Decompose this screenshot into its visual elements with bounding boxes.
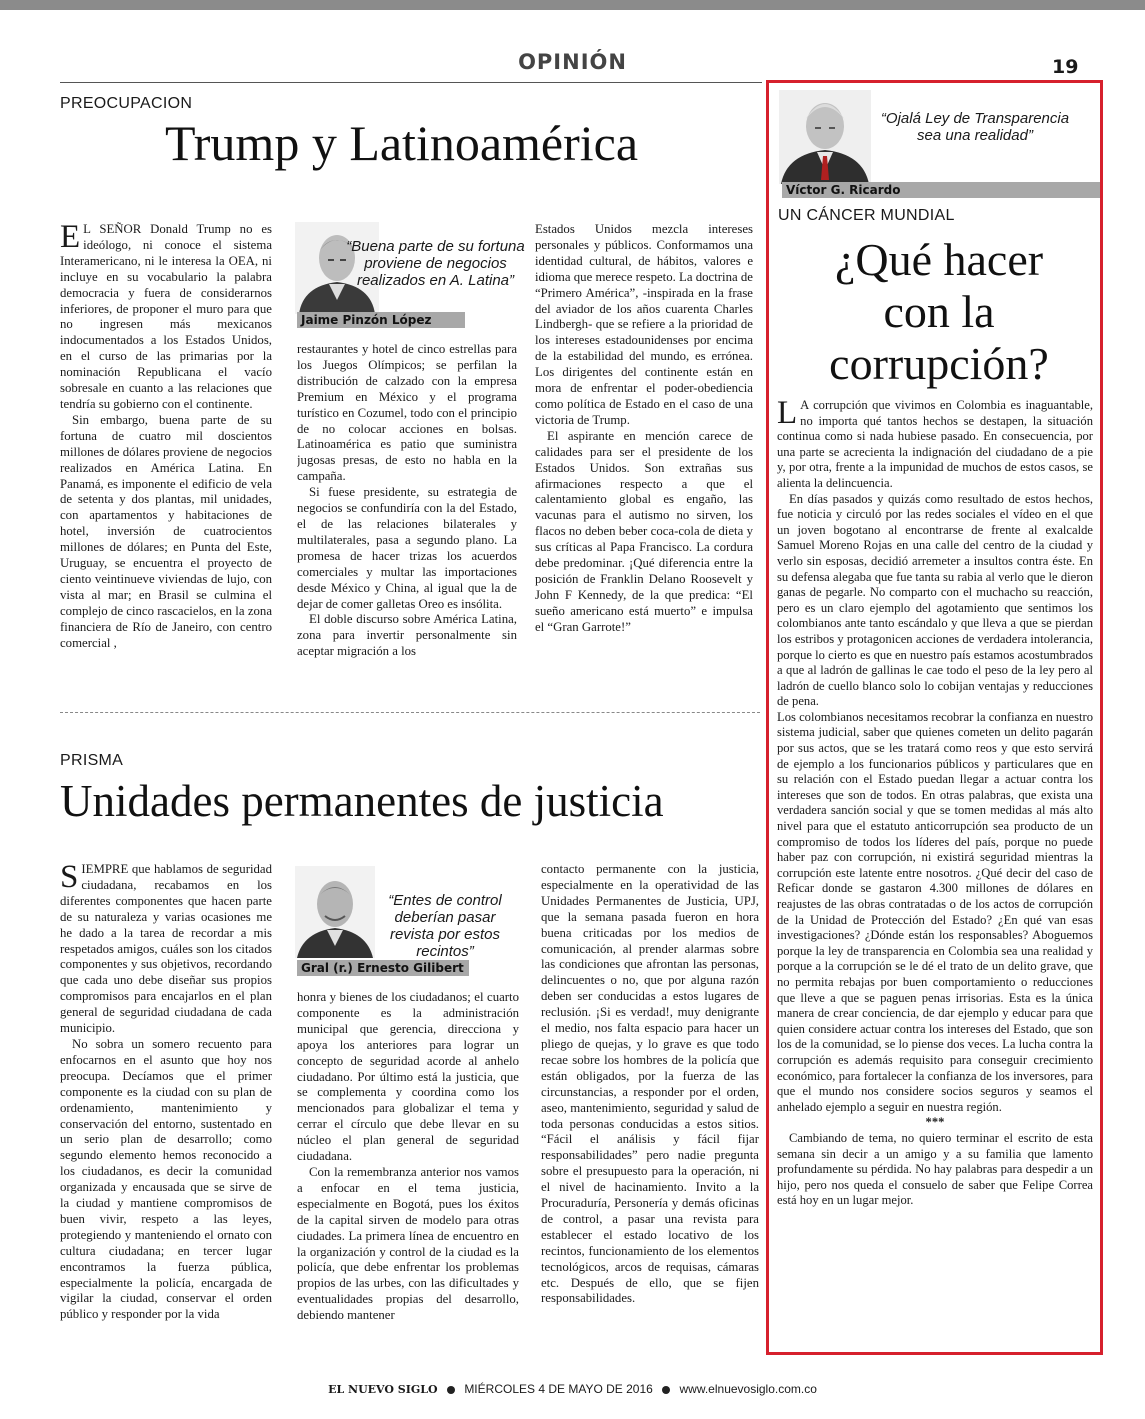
paragraph: Estados Unidos mezcla intereses personales y públicos. Conformamos una identidad cultural, de hábitos, valores e idioma que merece respeto. La doctrina de “Primero América”, -inspirada en la frase del aviador de los años cuarenta Charles Lindbergh- que se refiere a la prioridad de los intereses estadounidenses por encima de la estabilidad del mundo, es errónea. Los dirigentes del continente están en mora de enfrentar el poder-obediencia como política de Estado en el caso de una victoria de Trump. — [535, 222, 753, 427]
paragraph: honra y bienes de los ciudadanos; el cuarto componente es la administración municipal que gerencia, direcciona y apoya los anteriores para lograr un concepto de seguridad acorde al anhelo ciudadano. Por último está la justicia, que se complementa y coordina como los mencionados para globalizar el tema y cerrar el círculo que debe llevar en su núcleo el plan general de seguridad ciudadana. — [297, 990, 519, 1164]
pull-quote: “Ojalá Ley de Transparencia sea una realidad” — [880, 110, 1070, 144]
article2-column-3 — [541, 862, 759, 1352]
article1-column-2 — [297, 342, 517, 692]
article2-column-1 — [60, 862, 272, 1352]
paragraph: restaurantes y hotel de cinco estrellas para los Juegos Olímpicos; se perfilan la distribución de calzado con la empresa Premium en México y el programa turístico en Cozumel, todo con el principio de no colocar acciones en bolsas. Latinoamérica es patio que suministra jugosas presas, de esto no habla en la campaña. — [297, 342, 517, 484]
footer-brand: EL NUEVO SIGLO — [328, 1383, 438, 1396]
author-name-caption: Víctor G. Ricardo — [782, 182, 1100, 198]
page-number: 19 — [1052, 56, 1079, 78]
headline-line: con la — [883, 286, 995, 337]
paragraph: Cambiando de tema, no quiero terminar el escrito de esta semana sin decir a un amigo y a su familia que lamento profundamente su pérdida. No hay palabras para despedir a un hijo, pero nos queda el consuelo de saber que Felipe Correa está hoy en un lugar mejor. — [777, 1130, 1093, 1208]
author-photo-victor-ricardo — [779, 90, 871, 184]
author-photo-ernesto-gilibert — [295, 866, 375, 958]
bullet-icon — [447, 1386, 455, 1394]
paragraph: A corrupción que vivimos en Colombia es inaguantable, no importa qué tantos hechos se destapen, la situación continua como si nada hubiese pasado. En consecuencia, por una parte se acrecienta la indignación del ciudadano de a pie y, por otra, frente a la impunidad de muchos de estos casos, se alienta la delincuencia. — [777, 398, 1093, 490]
paragraph: En días pasados y quizás como resultado de estos hechos, fue noticia y circuló por las redes sociales el vídeo en el que un joven bogotano al encontrarse de frente al exalcalde Samuel Moreno Rojas en una calle del centro de la ciudad y verlo sin esposas, decidió arremeter a insultos contra éste. En su defensa alegaba que fue tanta su rabia al verlo que le dieron ganas de pegarle. No comparto con el muchacho su reacción, pero es un claro ejemplo del agotamiento que sentimos los colombianos ante tanto escándalo y que lleva a que se pierdan los estribos y protagonicen acciones de verdadera intolerancia, porque lo cierto es que en nuestro país estamos acostumbrados a que al ladrón de gallinas le cae todo el peso de la ley pero al ladrón de cuello blanco solo lo cobijan ventajas y reducciones de pena. — [777, 491, 1093, 709]
author-name-caption: Jaime Pinzón López — [297, 312, 465, 328]
pull-quote: “Entes de control deberían pasar revista por estos recintos” — [388, 892, 502, 960]
article1-kicker: PREOCUPACION — [60, 95, 193, 112]
author-name-caption: Gral (r.) Ernesto Gilibert — [297, 960, 469, 976]
paragraph: El doble discurso sobre América Latina, zona para invertir personalmente sin aceptar migración a los — [297, 612, 517, 659]
headline-line: ¿Qué hacer — [834, 234, 1044, 285]
section-separator — [60, 712, 760, 713]
article1-column-3 — [535, 222, 753, 692]
bullet-icon — [662, 1386, 670, 1394]
paragraph: Los colombianos necesitamos recobrar la confianza en nuestro sistema judicial, saber que quienes cometen un delito pagarán por sus actos, que se les tratará como reos y que esto servirá de ejemplo a los funcionarios públicos y particulares que en su relación con el Estado puedan llegar a actuar contra los intereses que son de todos. En otras palabras, que exista una verdadera sanción social y que se tomen medidas al más alto nivel para que el estatuto anticorrupción sea producto de un compromiso de todos los líderes del país, porque no puede haber paz con corrupción, ni existirá seguridad mientras la corrupción este latente entre nosotros. ¿Qué decir del caso de Reficar donde se gastaron 4.300 millones de dólares en reajustes de las obras contratadas o de los actos de corrupción de la Unidad de Protección del Estado? ¿En qué van esas investigaciones? ¿Dónde están los responsables? Aboguemos porque la ley de transparencia en Colombia sea una realidad y porque a la corrupción se le dé el trato de un delito grave, que no permita rebajas por buen comportamiento o reducciones que lleve a que se paguen penas irrisorias. Esta es la única manera de crear conciencia, de dar ejemplo y educar para que quien considere actuar contra los intereses del Estado, que son los de la comunidad, se lo piense dos veces. La lucha contra la corrupción es además requisito para conseguir crecimiento económico, para fortalecer la confianza de los inversores, para que el mundo nos considere socios seguros y seamos el anhelado ejemplo a seguir en nuestra región. — [777, 709, 1093, 1114]
paragraph: El aspirante en mención carece de calidades para ser el presidente de los Estados Unidos. Son extrañas sus afirmaciones respecto a que el calentamiento global es engaño, las vacunas para el autismo no sirven, los flacos no deben beber coca-cola de dieta y sus críticas al Papa Francisco. La cordura debe predominar. ¡Qué diferencia entre la posición de Franklin Delano Roosevelt y John F Kennedy, de la que predica: “El sueño americano está muerto” e impulsa el “Gran Garrote!” — [535, 428, 753, 634]
paragraph: Sin embargo, buena parte de su fortuna de cuatro mil doscientos millones de dólares proviene de negocios realizados en América Latina. En Panamá, es imponente el edificio de vela de setenta y dos plantas, mil unidades, con apartamentos y habitaciones de hotel, inversión de cuatrocientos millones de dólares; en Punta del Este, Uruguay, se encuentra el proyecto de ciento veintinueve viviendas de lujo, con vista al mar; en Brasil se culmina el complejo de cinco rascacielos, en la zona financiera de Río de Janeiro, con centro comercial , — [60, 412, 272, 650]
paragraph: IEMPRE que hablamos de seguridad ciudadana, recabamos en los diferentes componentes que hacen parte de su naturaleza y varias ocasiones me he dado a la tarea de recordar a mis respetados amigos, cuáles son los citados componentes y sus objetivos, recordando que cada uno debe diseñar sus propios compromisos para encajarlos en el plan general de seguridad ciudadana de cada municipio. — [60, 862, 272, 1036]
separator-stars: *** — [925, 1115, 945, 1130]
paragraph: Con la remembranza anterior nos vamos a enfocar en el tema justicia, especialmente en Bogotá, pues los éxitos de la capital sirven de modelo para otras ciudades. La primera línea de encuentro en la organización y control de la ciudad es la policía, que debe enfrentar los problemas propios de las urbes, con las dificultades y eventualidades propias del desarrollo, debiendo mantener — [297, 1164, 519, 1323]
drop-cap: E — [60, 222, 81, 255]
paragraph: contacto permanente con la justicia, especialmente en la operatividad de las Unidades Permanentes de Justicia, UPJ, que la semana pasada fueron en hora buena criticadas por los medios de comunicación, al prender alarmas sobre las condiciones que afrontan las personas, delincuentes o no, que por alguna razón deben ser conducidas a estos lugares de reclusión. ¡Si es verdad!, muy denigrante el medio, nos falta espacio para hacer un pliego de quejas, y lo grave es que todo recae sobre los hombres de la policía que están obligados, por la fuerza de las circunstancias, a responder por el orden, aseo, mantenimiento, seguridad y salud de toda personas conducidas a estos sitios. “Fácil el análisis y fácil fijar responsabilidades” pero nadie pregunta sobre el presupuesto para la operación, ni el nivel de hacinamiento. Invito a la Procuraduría, Personería y demás oficinas de control, a pasar una revista para establecer el estado locativo de los recintos, funcionamiento de los elementos tecnológicos, arcos de requisas, cámaras etc. Después de ello, que se fijen responsabilidades. — [541, 862, 759, 1306]
paragraph: No sobra un somero recuento para enfocarnos en el asunto que hoy nos preocupa. Decíamos que el primer componente es la ciudad con su plan de ordenamiento, mantenimiento y conservación del entorno, sustentado en un serio plan de desarrollo; como segundo elemento hemos reconocido a los ciudadanos, es decir la comunidad organizada y encausada que se sirve de la ciudad y mantiene compromisos de buen vivir, respeto a las leyes, protegiendo y manteniendo el ornato con cultura ciudadana; en tercer lugar encontramos la fuerza pública, especialmente la policía, encargada de vigilar la ciudad, conservar el orden público y responder por la vida — [60, 1036, 272, 1322]
article2-headline: Unidades permanentes de justicia — [60, 776, 664, 826]
section-label: OPINIÓN — [518, 50, 627, 74]
pull-quote: “Buena parte de su fortuna proviene de negocios realizados en A. Latina” — [346, 238, 525, 289]
article1-headline: Trump y Latinoamérica — [165, 115, 639, 171]
footer-url: www.elnuevosiglo.com.co — [679, 1382, 817, 1396]
article1-column-1 — [60, 222, 272, 692]
top-edge-band — [0, 0, 1145, 10]
paragraph: L SEÑOR Donald Trump no es ideólogo, ni conoce el sistema Interamericano, ni le interesa la OEA, ni incluye en su vocabulario la palabra democracia y fuera de considerarnos inferiores, de proponer el muro para que no ingresen más mexicanos indocumentados a los Estados Unidos, en el curso de las primarias por la nominación Republicana el vacío sobresale en cuanto a las relaciones que tendría su gobierno con el continente. — [60, 222, 272, 411]
footer-date: MIÉRCOLES 4 DE MAYO DE 2016 — [464, 1382, 653, 1396]
headline-line: corrupción? — [829, 338, 1049, 389]
article3-kicker: UN CÁNCER MUNDIAL — [778, 207, 955, 224]
header-rule — [60, 82, 762, 83]
article3-column — [777, 398, 1093, 1346]
page-footer — [0, 1382, 1145, 1396]
drop-cap: L — [777, 398, 798, 431]
paragraph: Si fuese presidente, su estrategia de negocios se confundiría con la del Estado, el de las relaciones bilaterales y multilaterales, pasa a segundo plano. La promesa de hacer trizas los acuerdos comerciales y multar las importaciones desde México y China, al igual que la de dejar de comer galletas Oreo es insólita. — [297, 485, 517, 611]
article2-kicker: PRISMA — [60, 752, 124, 769]
article3-headline — [780, 234, 1098, 390]
article2-column-2 — [297, 990, 519, 1352]
drop-cap: S — [60, 862, 79, 895]
